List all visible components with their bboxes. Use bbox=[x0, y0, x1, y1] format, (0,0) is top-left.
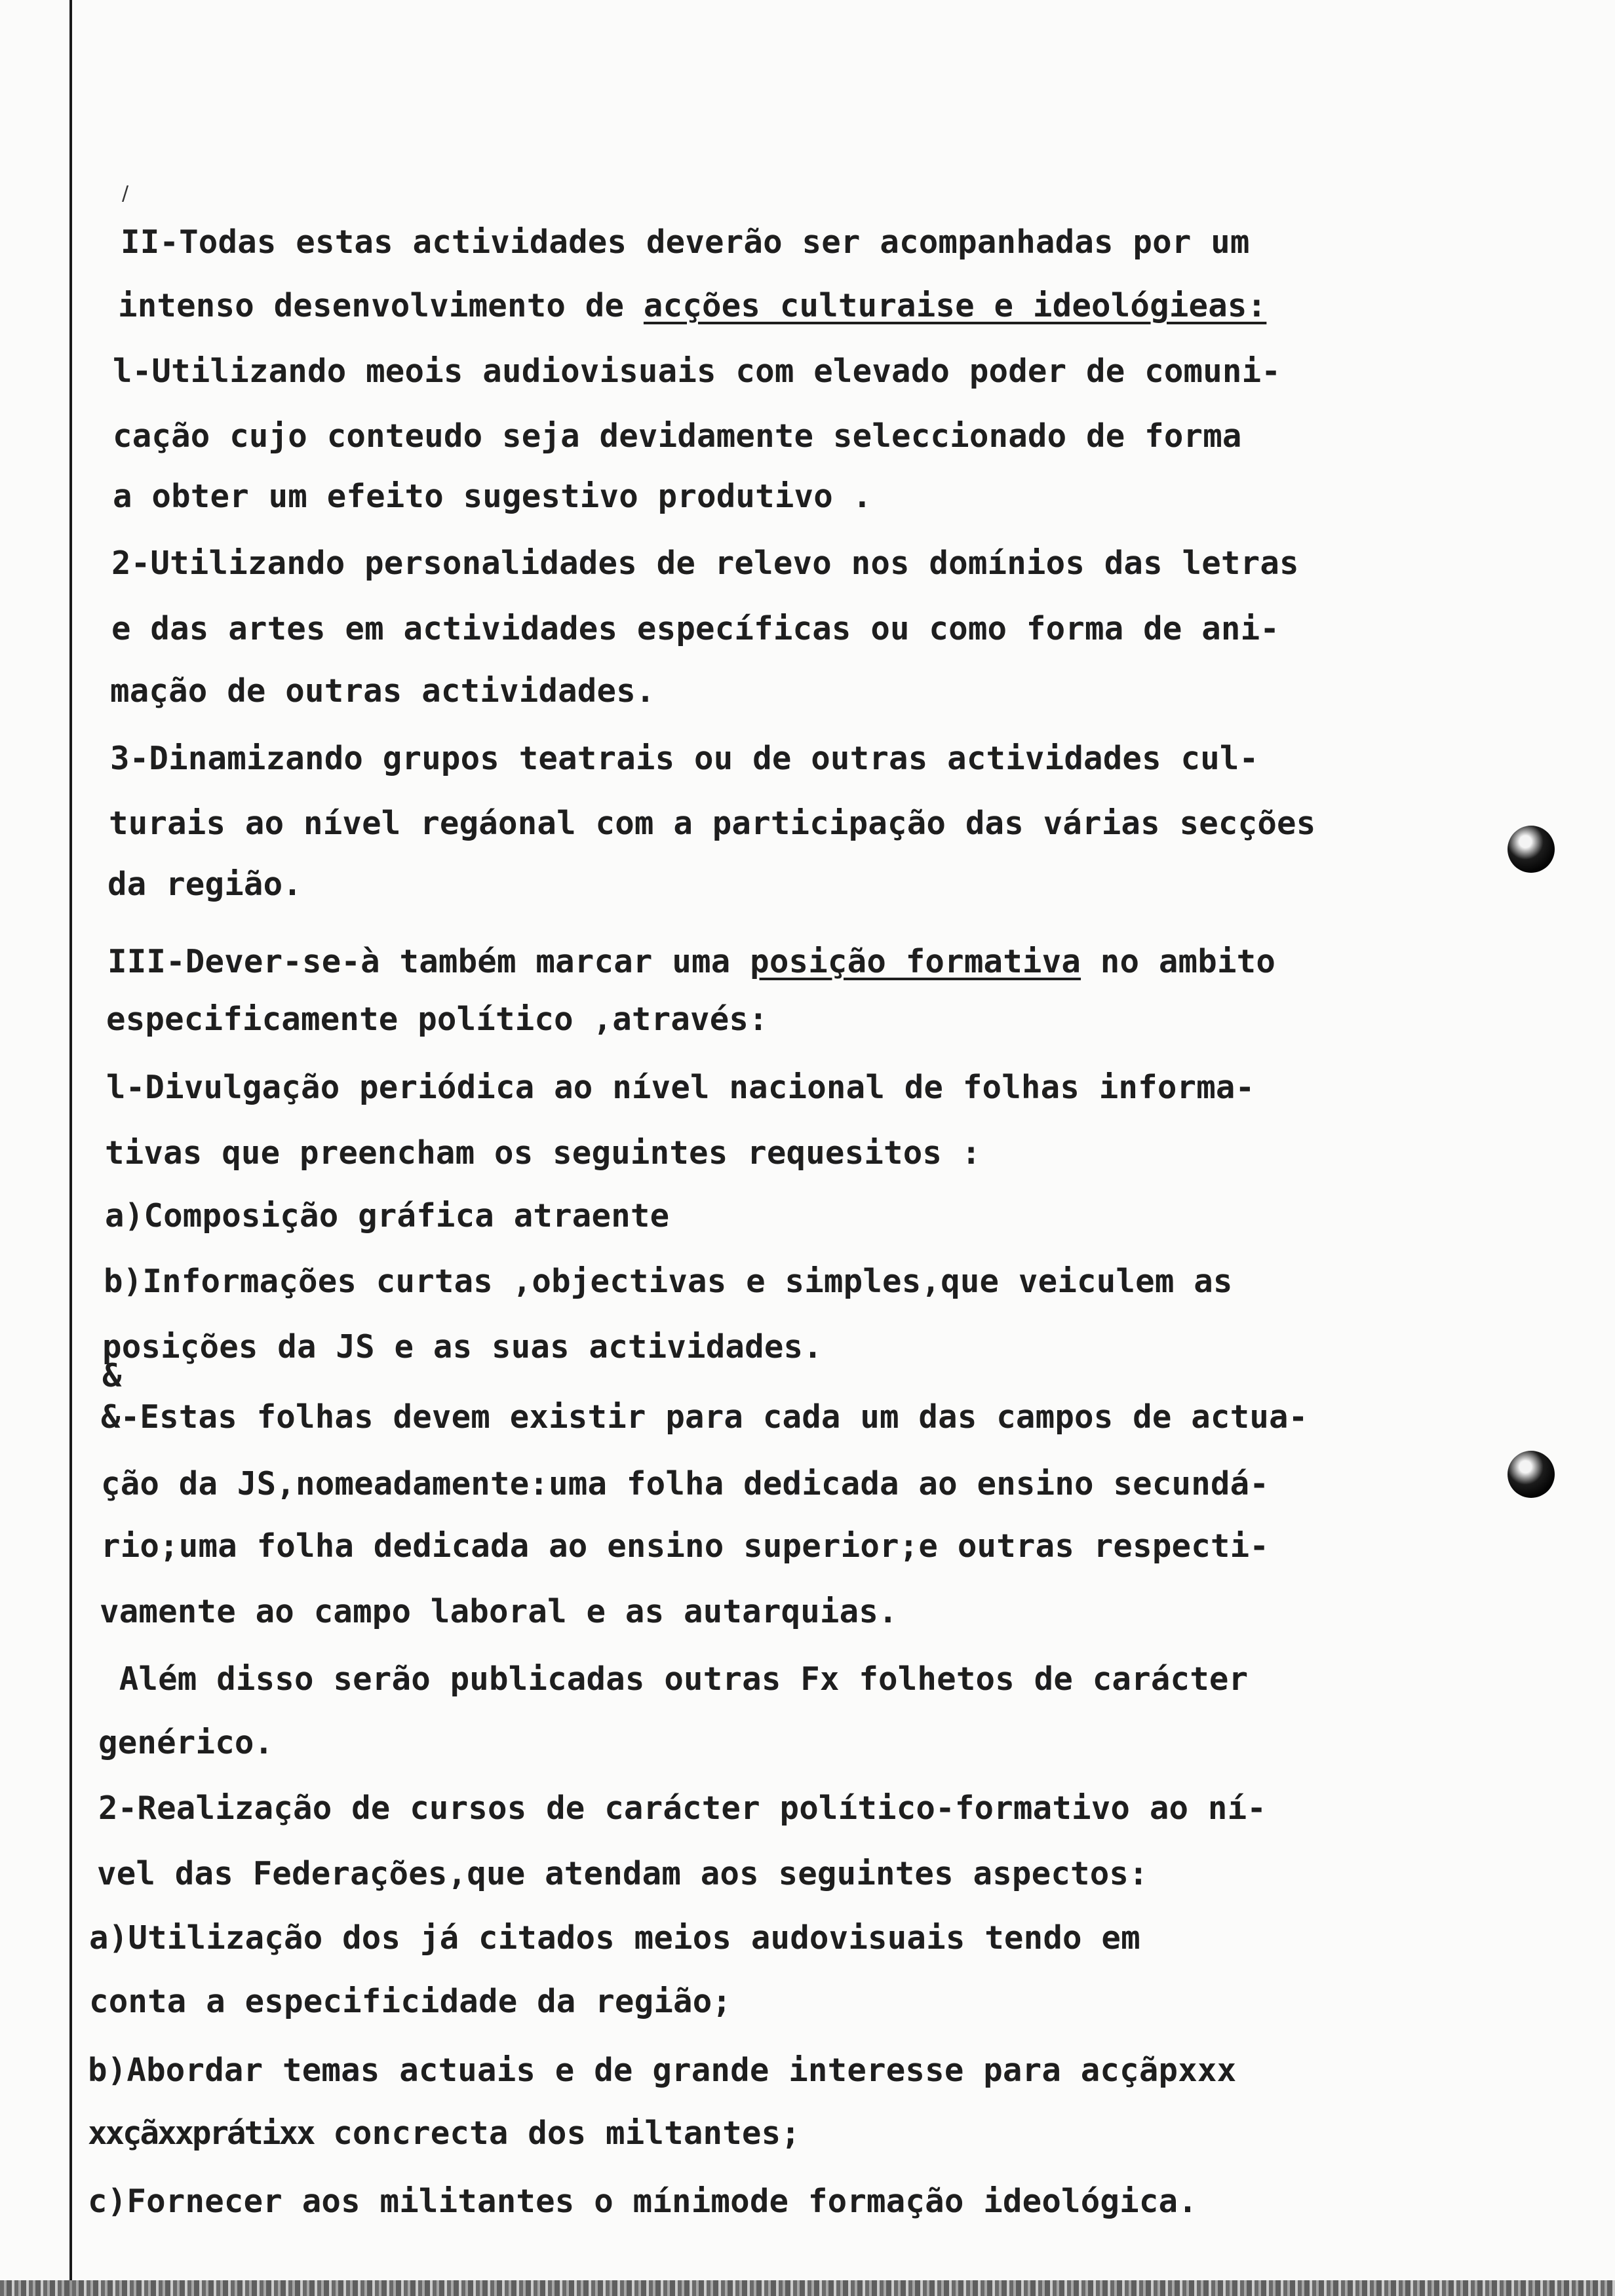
text-line: b)Informações curtas ,objectivas e simples,que veiculem as bbox=[104, 1263, 1233, 1300]
text-line: posições da JS e as suas actividades. bbox=[102, 1328, 823, 1366]
text-line: rio;uma folha dedicada ao ensino superior;e outras respecti- bbox=[101, 1527, 1270, 1565]
text-line: vel das Federações,que atendam aos seguintes aspectos: bbox=[97, 1855, 1148, 1892]
text-line: da região. bbox=[107, 866, 303, 903]
text-line: 2-Utilizando personalidades de relevo nos domínios das letras bbox=[111, 545, 1299, 582]
underlined-phrase: posição formativa bbox=[750, 943, 1081, 980]
struck-out-text: xxçãxxprátixx bbox=[88, 2114, 314, 2152]
text-segment: III-Dever-se-à também marcar uma bbox=[107, 943, 750, 980]
text-line: conta a especificidade da região; bbox=[89, 1983, 732, 2020]
text-line: a)Utilização dos já citados meios audovisuais tendo em bbox=[89, 1919, 1140, 1957]
text-line: &-Estas folhas devem existir para cada um das campos de actua- bbox=[101, 1398, 1308, 1436]
text-line bbox=[107, 942, 1275, 982]
text-line: cação cujo conteudo seja devidamente seleccionado de forma bbox=[113, 417, 1242, 455]
text-line: l-Divulgação periódica ao nível nacional de folhas informa- bbox=[106, 1069, 1255, 1106]
text-line: mação de outras actividades. bbox=[110, 672, 655, 710]
text-line: especificamente político ,através: bbox=[106, 1001, 768, 1038]
text-line bbox=[88, 2114, 800, 2153]
text-line: ção da JS,nomeadamente:uma folha dedicada ao ensino secundá- bbox=[101, 1465, 1270, 1502]
text-line: Além disso serão publicadas outras Fx folhetos de carácter bbox=[100, 1660, 1249, 1698]
text-line: & bbox=[102, 1357, 122, 1394]
text-segment: intenso desenvolvimento de bbox=[118, 287, 644, 324]
text-line: b)Abordar temas actuais e de grande interesse para acçãpxxx bbox=[88, 2052, 1237, 2089]
text-line: l-Utilizando meois audiovisuais com elevado poder de comuni- bbox=[113, 353, 1281, 390]
text-line: tivas que preencham os seguintes requesitos : bbox=[105, 1134, 981, 1172]
underlined-phrase: acções culturaise e ideológieas: bbox=[643, 287, 1267, 324]
text-line: a obter um efeito sugestivo produtivo . bbox=[113, 478, 872, 515]
text-segment: no ambito bbox=[1081, 943, 1276, 980]
text-line: II-Todas estas actividades deverão ser acompanhadas por um bbox=[121, 223, 1250, 261]
text-line: a)Composição gráfica atraente bbox=[105, 1197, 670, 1234]
text-line: e das artes em actividades específicas ou como forma de ani- bbox=[111, 610, 1280, 647]
text-line: 2-Realização de cursos de carácter político-formativo ao ní- bbox=[98, 1789, 1267, 1827]
text-line: c)Fornecer aos militantes o mínimode formação ideológica. bbox=[88, 2183, 1197, 2220]
text-line: 3-Dinamizando grupos teatrais ou de outras actividades cul- bbox=[110, 740, 1259, 777]
margin-mark: / bbox=[122, 182, 129, 205]
text-segment: concrecta dos miltantes; bbox=[313, 2114, 801, 2152]
text-line: vamente ao campo laboral e as autarquias. bbox=[100, 1593, 898, 1630]
text-line bbox=[118, 286, 1266, 326]
text-line: genérico. bbox=[98, 1724, 274, 1761]
text-line: turais ao nível regáonal com a participação das várias secções bbox=[109, 805, 1316, 842]
